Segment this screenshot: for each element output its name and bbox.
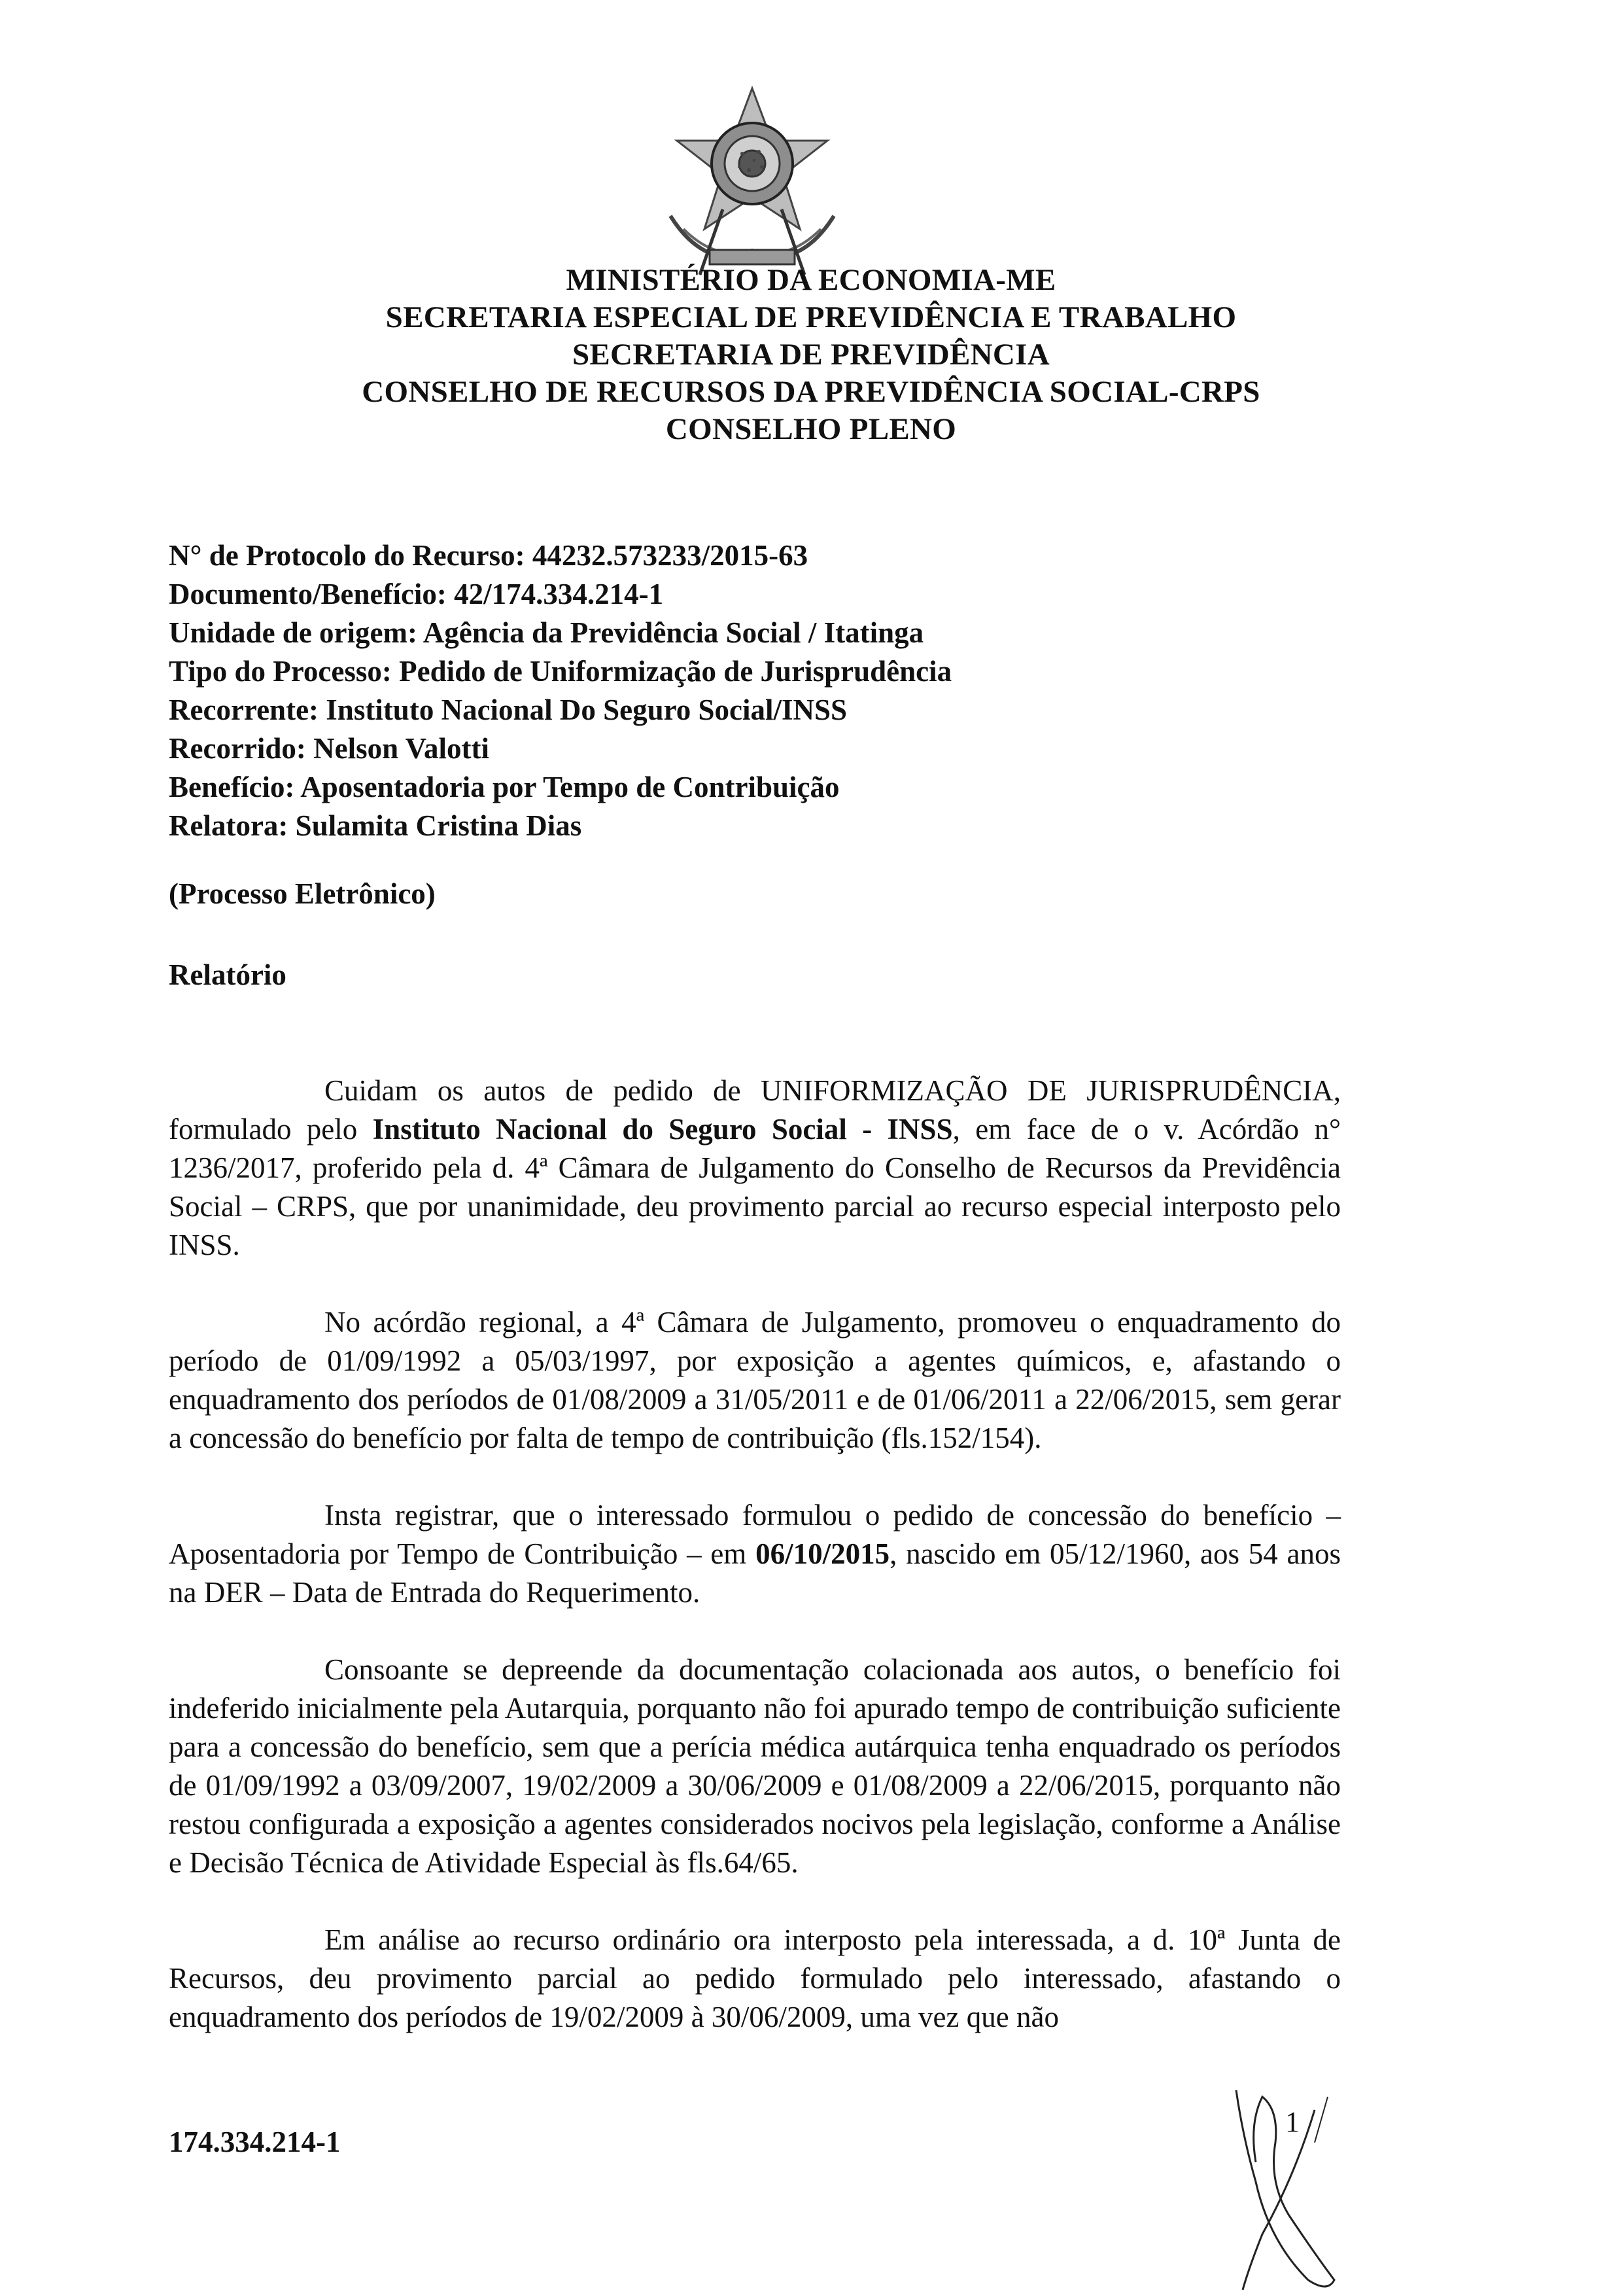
paragraph-1: Cuidam os autos de pedido de UNIFORMIZAÇÃO DE JURISPRUDÊNCIA, formulado pelo Instituto Nacional do Seguro Social - INSS, em face de o v. Acórdão n° 1236/2017, proferido pela d. 4ª Câmara de Julgamento do Conselho de Recursos da Previdência Social – CRPS, que por unanimidade, deu provimento parcial ao recurso especial interposto pelo INSS. [169,1074,1341,1261]
meta-rapporteur: Relatora: Sulamita Cristina Dias [169,809,582,842]
footer-benefit-code: 174.334.214-1 [169,2126,341,2158]
paragraph-5: Em análise ao recurso ordinário ora interposto pela interessada, a d. 10ª Junta de Recursos, deu provimento parcial ao pedido formulado pelo interessado, afastando o enquadramento dos períodos de 19/02/2009 à 30/06/2009, uma vez que não [169,1923,1341,2033]
header-special-secretariat: SECRETARIA ESPECIAL DE PREVIDÊNCIA E TRABALHO [385,300,1237,334]
paragraph-2: No acórdão regional, a 4ª Câmara de Julgamento, promoveu o enquadramento do período de 01/09/1992 a 05/03/1997, por exposição a agentes químicos, e, afastando o enquadramento dos períodos de 01/08/2009 a 31/05/2011 e de 01/06/2011 a 22/06/2015, sem gerar a concessão do benefício por falta de tempo de contribuição (fls.152/154). [169,1306,1341,1454]
header-council: CONSELHO DE RECURSOS DA PREVIDÊNCIA SOCIAL-CRPS [362,375,1260,409]
page-number: 1 [1285,2106,1300,2138]
electronic-process-label: (Processo Eletrônico) [169,877,436,910]
header-secretariat: SECRETARIA DE PREVIDÊNCIA [572,338,1050,372]
header-ministry: MINISTÉRIO DA ECONOMIA-ME [566,263,1056,297]
paragraph-3: Insta registrar, que o interessado formulou o pedido de concessão do benefício – Aposentadoria por Tempo de Contribuição – em 06/10/2015, nascido em 05/12/1960, aos 54 anos na DER – Data de Entrada do Requerimento. [169,1499,1341,1609]
meta-document: Documento/Benefício: 42/174.334.214-1 [169,578,664,610]
header-plenary: CONSELHO PLENO [665,412,957,446]
section-title: Relatório [169,958,286,991]
meta-benefit: Benefício: Aposentadoria por Tempo de Contribuição [169,771,840,803]
meta-origin-unit: Unidade de origem: Agência da Previdência Social / Itatinga [169,616,924,649]
meta-appellant: Recorrente: Instituto Nacional Do Seguro Social/INSS [169,693,848,726]
meta-appellee: Recorrido: Nelson Valotti [169,732,489,765]
case-metadata [169,536,1411,845]
report-body [169,1072,1341,2075]
handwritten-initials-icon [1217,2084,1347,2295]
meta-protocol: N° de Protocolo do Recurso: 44232.573233/2015-63 [169,539,808,572]
document-header [170,262,1452,448]
paragraph-4: Consoante se depreende da documentação colacionada aos autos, o benefício foi indeferido inicialmente pela Autarquia, porquanto não foi apurado tempo de contribuição suficiente para a concessão do benefício, sem que a perícia médica autárquica tenha enquadrado os períodos de 01/09/1992 a 03/09/2007, 19/02/2009 a 30/06/2009 e 01/08/2009 a 22/06/2015, porquanto não restou configurada a exposição a agentes considerados nocivos pela legislação, conforme a Análise e Decisão Técnica de Atividade Especial às fls.64/65. [169,1653,1341,1879]
brazil-coat-of-arms-icon [644,79,860,281]
meta-process-type: Tipo do Processo: Pedido de Uniformização de Jurisprudência [169,655,952,688]
